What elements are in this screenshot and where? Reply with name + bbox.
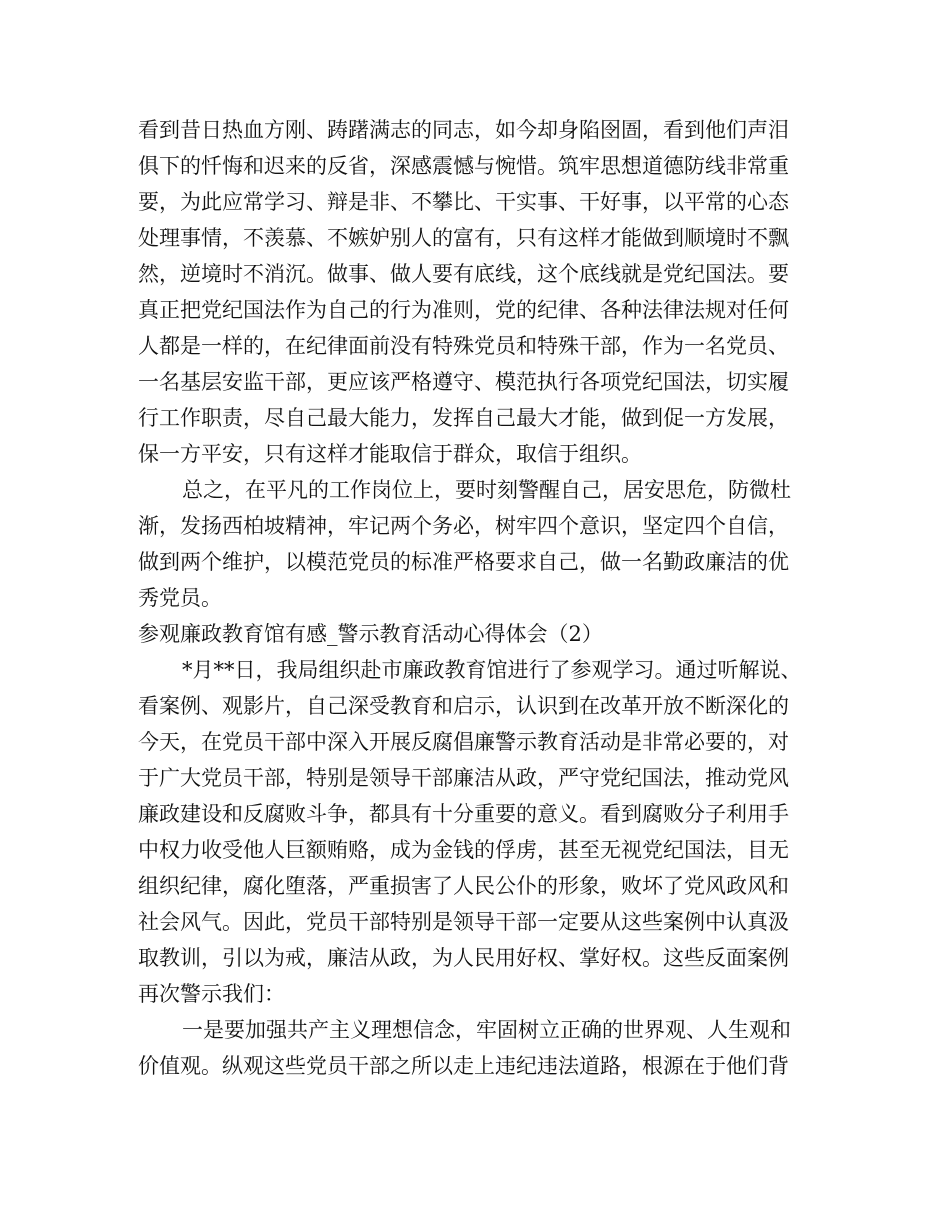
text-line: 要，为此应常学习、辩是非、不攀比、干实事、干好事，以平常的心态 [138, 190, 789, 214]
text-line: 处理事情，不羡慕、不嫉妒别人的富有，只有这样才能做到顺境时不飘 [138, 226, 789, 250]
text-line: 组织纪律，腐化堕落，严重损害了人民公仆的形象，败坏了党风政风和 [138, 874, 789, 898]
text-line: 俱下的忏悔和迟来的反省，深感震憾与惋惜。筑牢思想道德防线非常重 [138, 154, 789, 178]
text-line: 价值观。纵观这些党员干部之所以走上违纪违法道路，根源在于他们背 [138, 1054, 789, 1078]
text-line: 然，逆境时不消沉。做事、做人要有底线，这个底线就是党纪国法。要 [138, 262, 789, 286]
text-line: 参观廉政教育馆有感_警示教育活动心得体会（2） [138, 622, 603, 646]
text-line: 中权力收受他人巨额贿赂，成为金钱的俘虏，甚至无视党纪国法，目无 [138, 838, 789, 862]
text-line: 行工作职责，尽自己最大能力，发挥自己最大才能，做到促一方发展， [138, 406, 789, 430]
text-line: 做到两个维护，以模范党员的标准严格要求自己，做一名勤政廉洁的优 [138, 550, 789, 574]
text-line: 一是要加强共产主义理想信念，牢固树立正确的世界观、人生观和 [182, 1018, 791, 1042]
text-line: 看案例、观影片，自己深受教育和启示，认识到在改革开放不断深化的 [138, 694, 789, 718]
text-line: 人都是一样的，在纪律面前没有特殊党员和特殊干部，作为一名党员、 [138, 334, 789, 358]
text-line: 廉政建设和反腐败斗争，都具有十分重要的意义。看到腐败分子利用手 [138, 802, 789, 826]
text-line: *月**日，我局组织赴市廉政教育馆进行了参观学习。通过听解说、 [182, 658, 802, 682]
text-line: 总之，在平凡的工作岗位上，要时刻警醒自己，居安思危，防微杜 [182, 478, 791, 502]
text-line: 一名基层安监干部，更应该严格遵守、模范执行各项党纪国法，切实履 [138, 370, 789, 394]
document-body [138, 112, 828, 1084]
text-line: 社会风气。因此，党员干部特别是领导干部一定要从这些案例中认真汲 [138, 910, 789, 934]
text-line: 取教训，引以为戒，廉洁从政，为人民用好权、掌好权。这些反面案例 [138, 946, 789, 970]
text-line: 渐，发扬西柏坡精神，牢记两个务必，树牢四个意识，坚定四个自信， [138, 514, 789, 538]
text-line: 保一方平安，只有这样才能取信于群众，取信于组织。 [138, 442, 642, 466]
text-line: 今天，在党员干部中深入开展反腐倡廉警示教育活动是非常必要的，对 [138, 730, 789, 754]
text-line: 看到昔日热血方刚、踌躇满志的同志，如今却身陷囹圄，看到他们声泪 [138, 118, 789, 142]
text-line: 真正把党纪国法作为自己的行为准则，党的纪律、各种法律法规对任何 [138, 298, 789, 322]
text-line: 秀党员。 [138, 586, 222, 610]
text-line: 再次警示我们： [138, 982, 285, 1006]
text-line: 于广大党员干部，特别是领导干部廉洁从政，严守党纪国法，推动党风 [138, 766, 789, 790]
